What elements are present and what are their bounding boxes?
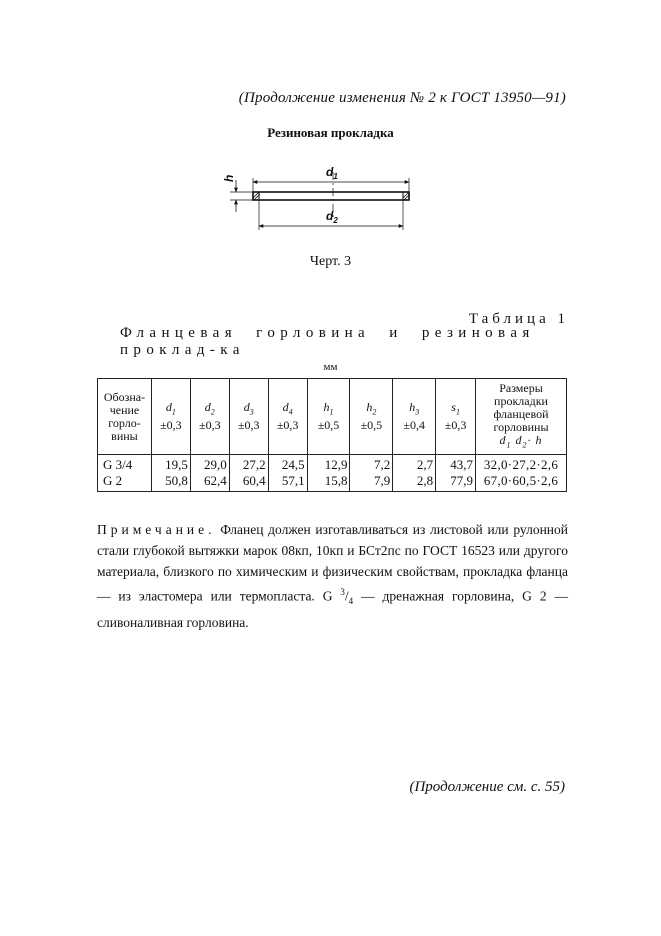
col-header-d3: $d_3$ ±0,3 <box>229 379 268 455</box>
table-unit: мм <box>323 361 338 373</box>
cell-h2: 7,2 7,9 <box>350 455 393 492</box>
table-number: Таблица 1 <box>468 311 569 327</box>
col-header-d4: $d_4$ ±0,3 <box>268 379 307 455</box>
h-label: h <box>222 174 236 182</box>
note-paragraph: Примечание. Фланец должен изготавливаться из листовой или рулонной стали глубокой вытяжки марок 08кп, 10кп и БСт2пс по ГОСТ 16523 или другого материала, близкого по химическим и физическим свойствам, прокладка фланца — из эластомера или термопласта. G $^3/_4$ — дренажная горловина, G 2 — сливоналивная горловина. <box>97 522 568 631</box>
cell-d4: 24,5 57,1 <box>268 455 307 492</box>
note-label: Примечание. <box>97 522 216 537</box>
gasket-drawing <box>222 158 422 238</box>
gasket-hatching <box>253 192 410 200</box>
col-header-s1: $s_1$ ±0,3 <box>436 379 476 455</box>
cell-designation: G 3/4 G 2 <box>98 455 152 492</box>
cell-s1: 43,7 77,9 <box>436 455 476 492</box>
cell-h3: 2,7 2,8 <box>393 455 436 492</box>
col-header-d1: $d_1$ ±0,3 <box>151 379 190 455</box>
cell-d3: 27,2 60,4 <box>229 455 268 492</box>
dimensions-table <box>97 378 567 492</box>
cell-gasket-sizes: 32,0·27,2·2,6 67,0·60,5·2,6 <box>476 455 567 492</box>
col-header-d2: $d_2$ ±0,3 <box>190 379 229 455</box>
col-header-h3: $h_3$ ±0,4 <box>393 379 436 455</box>
col-header-gasket-sizes: Размеры прокладки фланцевой горловины $d_1$ $d_2\cdot h$ <box>476 379 567 455</box>
cell-h1: 12,9 15,8 <box>307 455 350 492</box>
cell-d2: 29,0 62,4 <box>190 455 229 492</box>
table-header-row <box>98 379 567 455</box>
col-header-designation: Обозна-чение горло-вины <box>98 379 152 455</box>
figure-caption: Черт. 3 <box>309 254 352 269</box>
table-title: Фланцевая горловина и резиновая проклад-ка <box>120 325 535 358</box>
col-header-h1: $h_1$ ±0,5 <box>307 379 350 455</box>
note-text: Фланец должен изготавливаться из листовой или рулонной стали глубокой вытяжки марок 08кп, 10кп и БСт2пс по ГОСТ 16523 или другого материала, близкого по химическим и физическим свойствам, прокладка фланца — из эластомера или термопласта. G <box>97 522 568 604</box>
figure-title: Резиновая прокладка <box>267 125 394 140</box>
table-data-row <box>98 455 567 492</box>
d2-label: $d_2$ <box>326 209 338 225</box>
note-text-end: — дренажная горловина, G 2 — сливоналивная горловина. <box>97 588 568 631</box>
cell-d1: 19,5 50,8 <box>151 455 190 492</box>
d1-label: $d_1$ <box>326 165 338 181</box>
col-header-h2: $h_2$ ±0,5 <box>350 379 393 455</box>
continuation-header: (Продолжение изменения № 2 к ГОСТ 13950—91) <box>238 90 566 106</box>
gasket-outline <box>253 192 409 200</box>
continuation-footer: (Продолжение см. с. 55) <box>409 779 565 795</box>
